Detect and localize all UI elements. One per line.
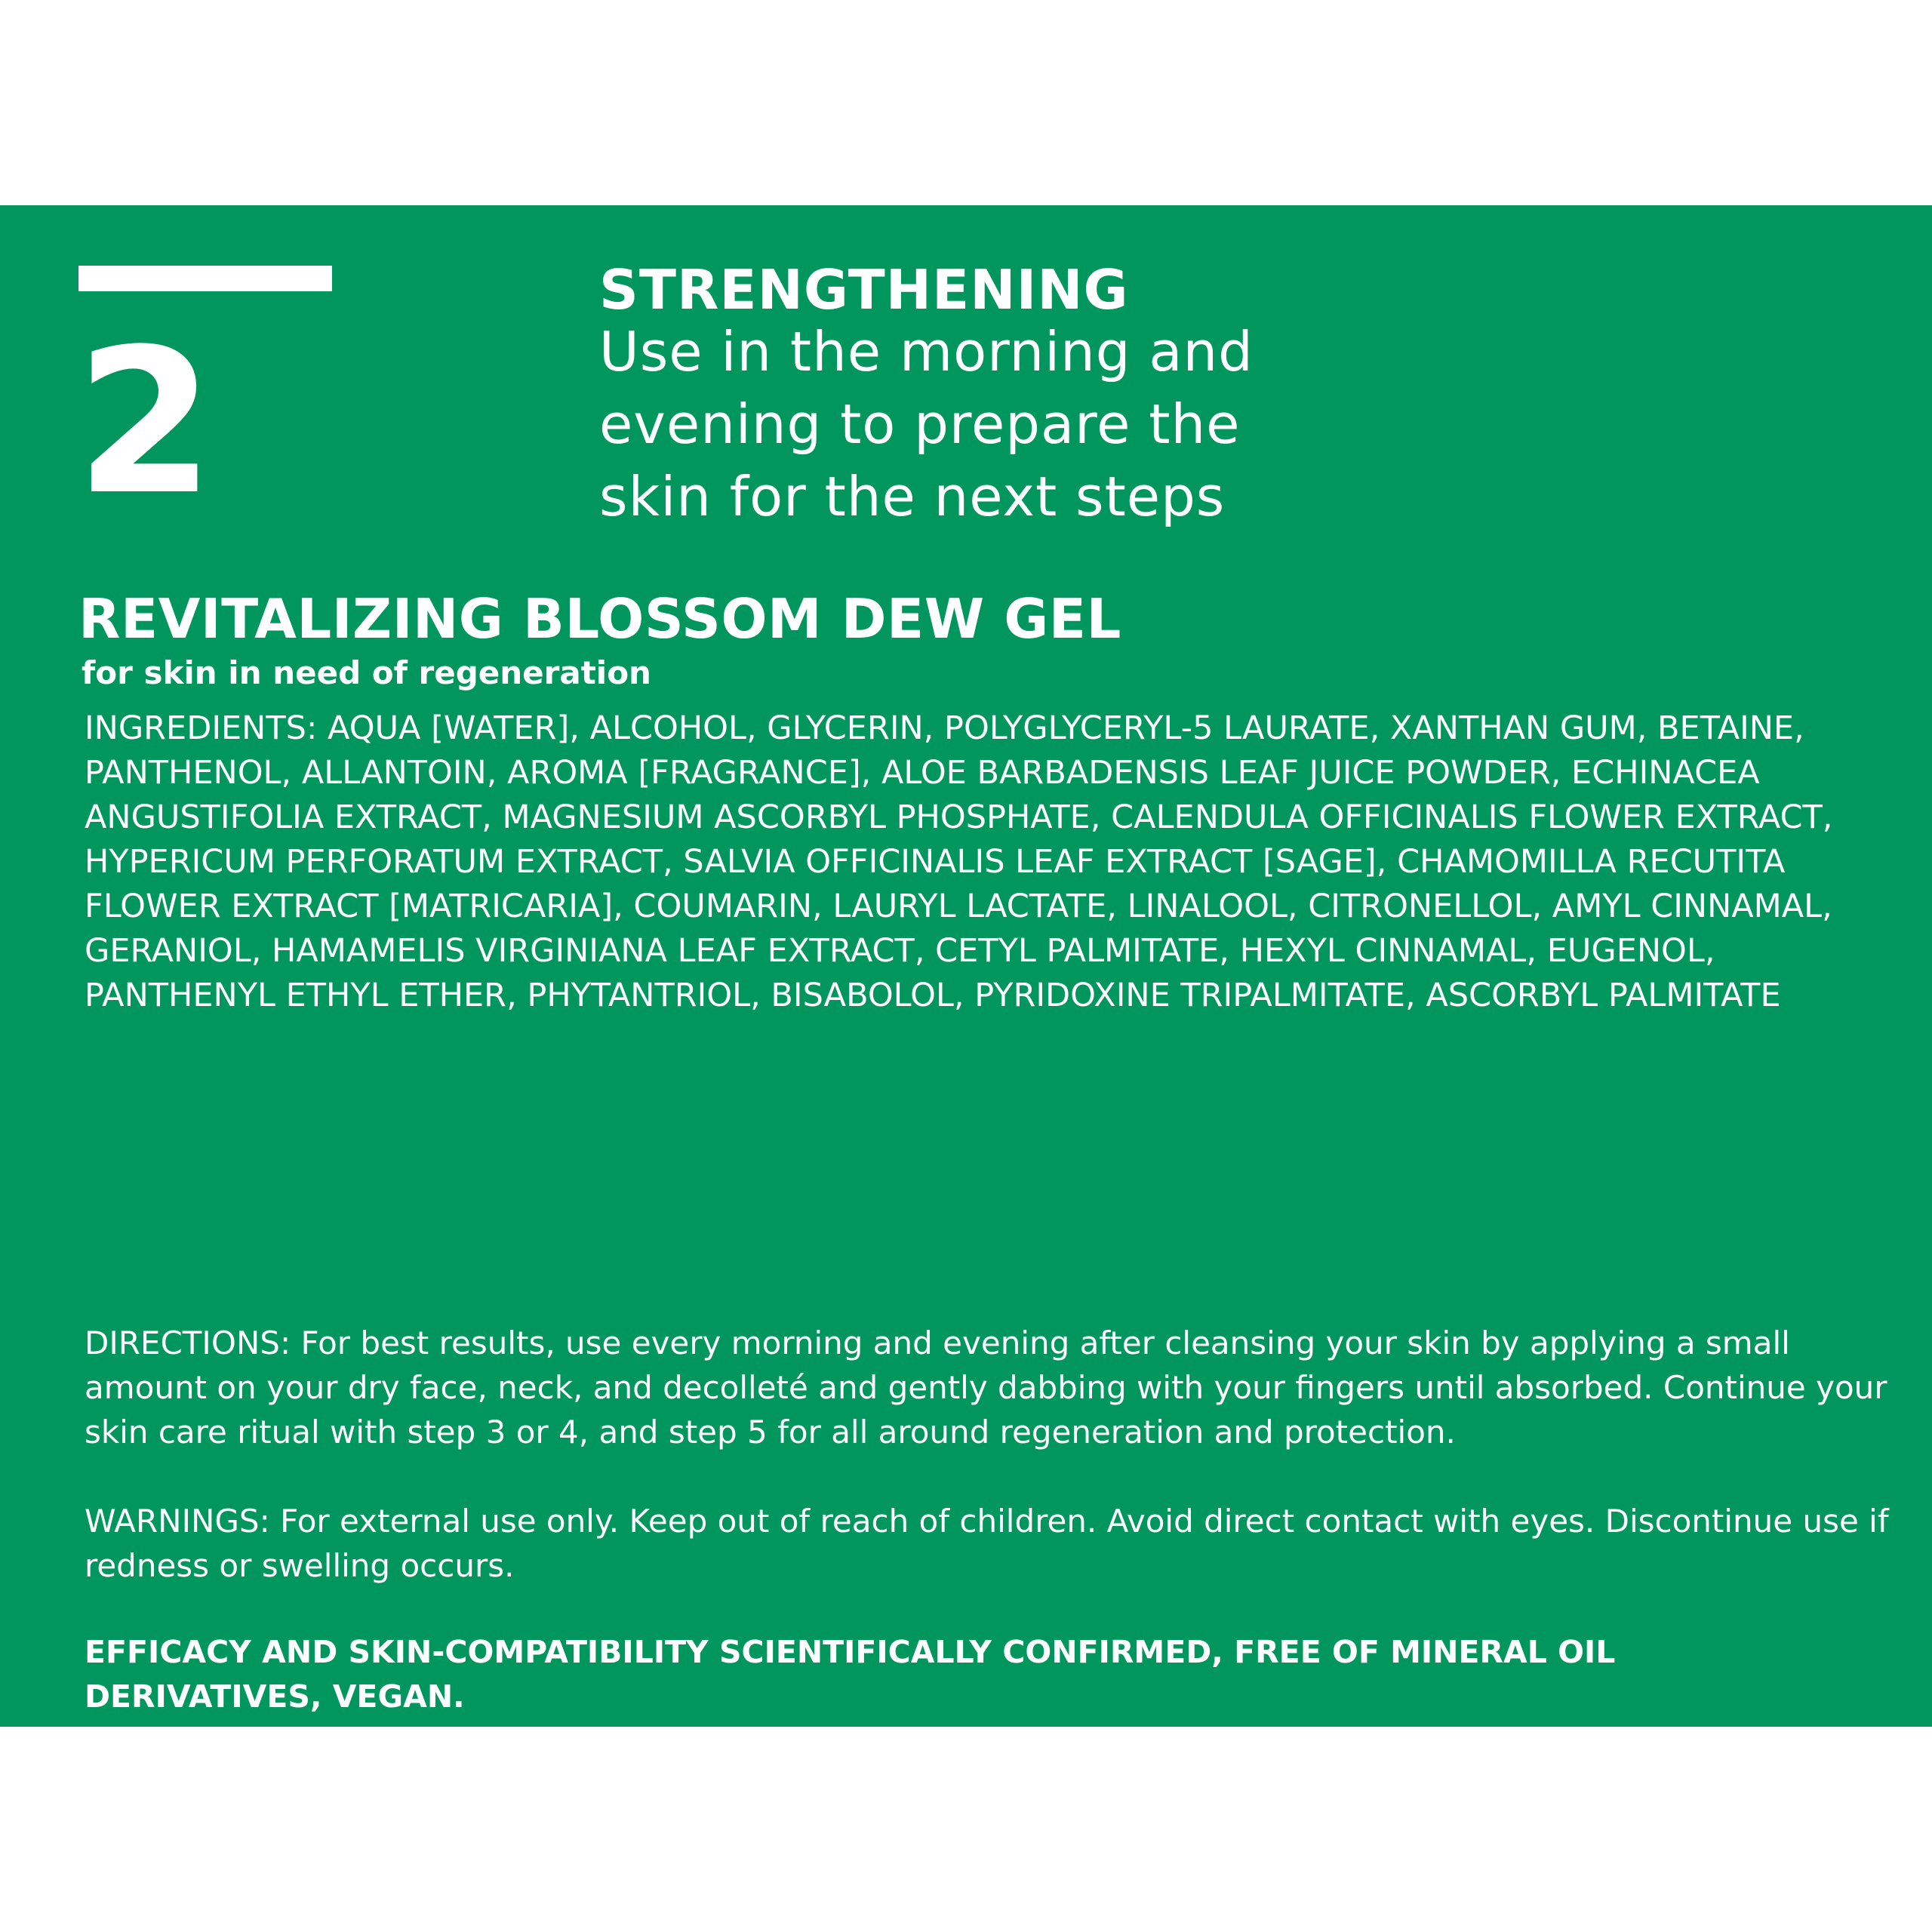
directions-text: DIRECTIONS: For best results, use every morning and evening after cleansing your skin by applying a small amount on your dry face, neck, and decolleté and gently dabbing with your fingers until absorbed. Continue your skin care ritual with step 3 or 4, and step 5 for all around regeneration and protection. — [85, 1324, 1887, 1451]
product-subtitle: for skin in need of regeneration — [82, 654, 651, 691]
claims-text: EFFICACY AND SKIN-COMPATIBILITY SCIENTIFICALLY CONFIRMED, FREE OF MINERAL OIL DERIVATIVES, VEGAN. — [85, 1634, 1616, 1715]
step-title: STRENGTHENING — [599, 258, 1129, 321]
step-number: 2 — [75, 306, 212, 539]
step-divider-bar — [78, 266, 332, 291]
product-name: REVITALIZING BLOSSOM DEW GEL — [78, 587, 1121, 651]
warnings-text: WARNINGS: For external use only. Keep out of reach of children. Avoid direct contact with eyes. Discontinue use if redness or swelling occurs. — [85, 1503, 1889, 1584]
ingredients-list: INGREDIENTS: AQUA [WATER], ALCOHOL, GLYCERIN, POLYGLYCERYL-5 LAURATE, XANTHAN GUM, BETAINE, PANTHENOL, ALLANTOIN, AROMA [FRAGRANCE], ALOE BARBADENSIS LEAF JUICE POWDER, ECHINACEA ANGUSTIFOLIA EXTRACT, MAGNESIUM ASCORBYL PHOSPHATE, CALENDULA OFFICINALIS FLOWER EXTRACT, HYPERICUM PERFORATUM EXTRACT, SALVIA OFFICINALIS LEAF EXTRACT [SAGE], CHAMOMILLA RECUTITA FLOWER EXTRACT [MATRICARIA], COUMARIN, LAURYL LACTATE, LINALOOL, CITRONELLOL, AMYL CINNAMAL, GERANIOL, HAMAMELIS VIRGINIANA LEAF EXTRACT, CETYL PALMITATE, HEXYL CINNAMAL, EUGENOL, PANTHENYL ETHYL ETHER, PHYTANTRIOL, BISABOLOL, PYRIDOXINE TRIPALMITATE, ASCORBYL PALMITATE — [85, 709, 1833, 1014]
step-description: Use in the morning and evening to prepare the skin for the next steps — [599, 320, 1254, 528]
product-info-panel — [0, 205, 1932, 1727]
